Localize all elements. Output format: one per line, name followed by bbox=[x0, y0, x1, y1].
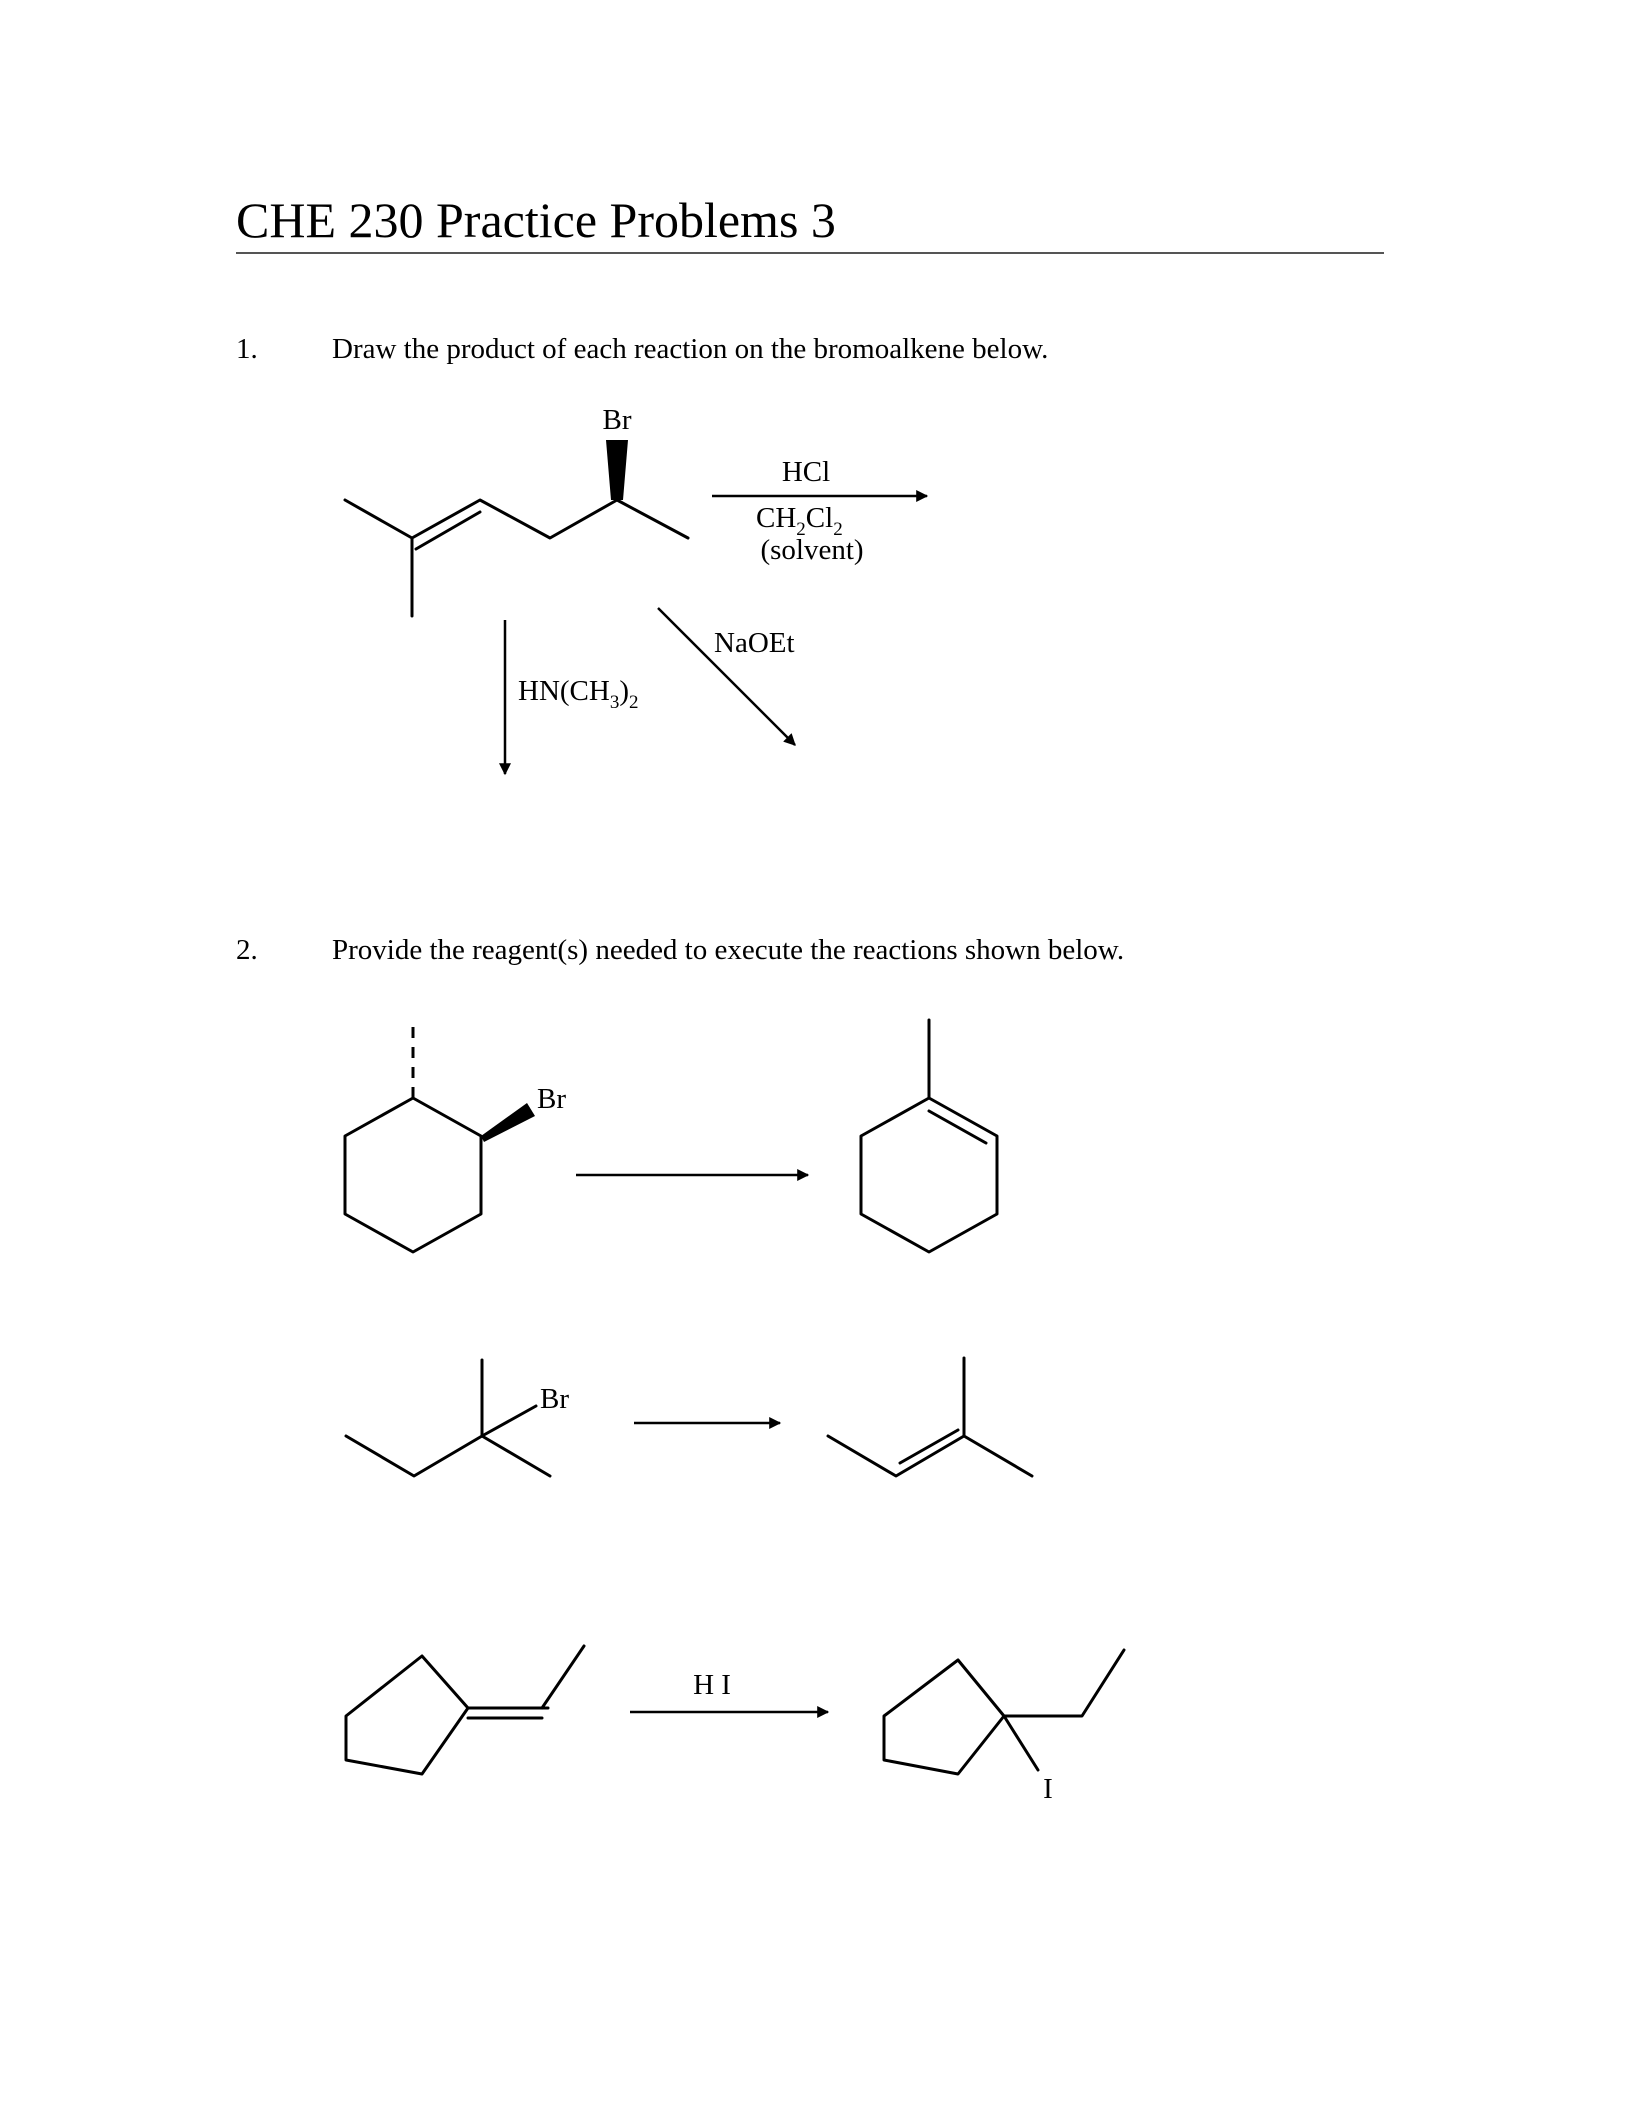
reaction-3-reactant bbox=[346, 1646, 584, 1774]
reaction-1-product bbox=[861, 1020, 997, 1252]
reagent-dimethylamine: $HN(CH_3)_2$ bbox=[518, 675, 639, 713]
reaction-arrow-hcl bbox=[712, 456, 927, 566]
question-2-text: Provide the reagent(s) needed to execute the reactions shown below. bbox=[332, 934, 1125, 966]
wedge-bond bbox=[606, 440, 628, 500]
reaction-arrow-naoet bbox=[658, 608, 795, 745]
reagent-hcl: HCl bbox=[781, 456, 831, 488]
reagent-naoet: NaOEt bbox=[714, 627, 795, 659]
reaction-1-reactant bbox=[345, 1024, 566, 1252]
question-1-text: Draw the product of each reaction on the bromoalkene below. bbox=[332, 333, 1049, 365]
reaction-arrow-amine bbox=[505, 620, 639, 774]
br-label: Br bbox=[602, 404, 632, 436]
reagent-solvent-formula: $CH_2Cl_2$ bbox=[756, 502, 843, 540]
reaction-3-product bbox=[884, 1650, 1124, 1805]
reaction-2-product bbox=[828, 1358, 1032, 1476]
reagent-hi: H I bbox=[693, 1669, 731, 1701]
reagent-solvent-note: (solvent) bbox=[760, 534, 864, 566]
reaction-1-br-label: Br bbox=[537, 1083, 566, 1115]
reaction-3-i-label: I bbox=[1043, 1773, 1053, 1805]
wedge-bond bbox=[481, 1103, 535, 1142]
reaction-3-arrow bbox=[630, 1669, 828, 1712]
reaction-2-br-label: Br bbox=[540, 1383, 569, 1415]
question-1-number: 1. bbox=[236, 333, 258, 365]
question-2-number: 2. bbox=[236, 934, 258, 966]
bromoalkene-structure bbox=[345, 404, 688, 616]
page-title: CHE 230 Practice Problems 3 bbox=[236, 192, 836, 248]
reaction-2-reactant bbox=[346, 1360, 569, 1476]
